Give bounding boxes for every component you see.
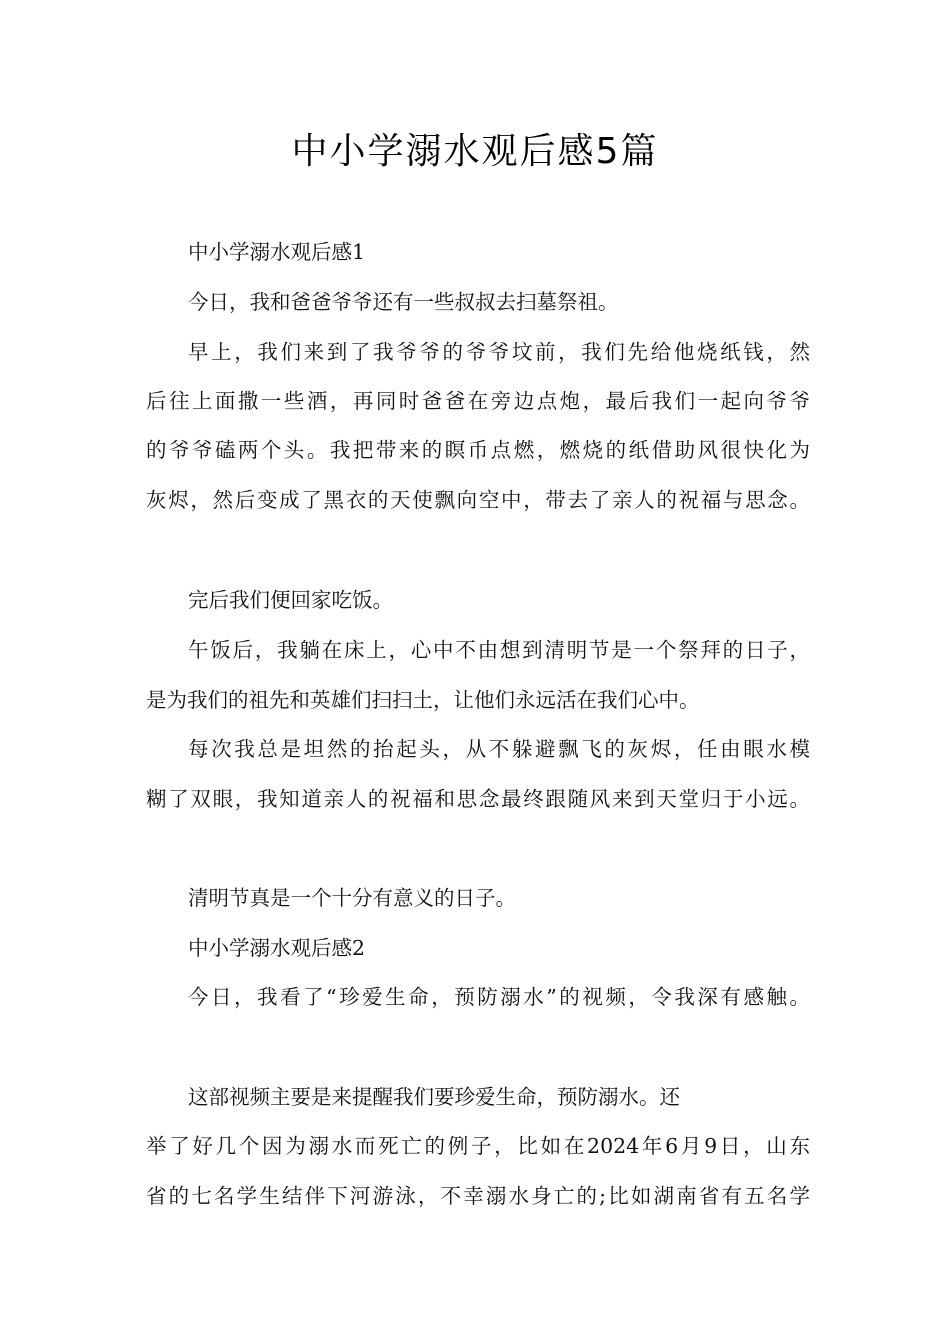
paragraph-line: 今日，我和爸爸爷爷还有一些叔叔去扫墓祭祖。 — [188, 290, 619, 314]
section-heading-2: 中小学溺水观后感2 — [188, 936, 366, 960]
paragraph-line: 清明节真是一个十分有意义的日子。 — [188, 886, 516, 910]
paragraph-line: 这部视频主要是来提醒我们要珍爱生命，预防溺水。还 — [188, 1085, 680, 1109]
paragraph-line: 举了好几个因为溺水而死亡的例子，比如在2024年6月9日，山东 — [146, 1134, 810, 1158]
paragraph-line: 今日，我看了“珍爱生命，预防溺水”的视频，令我深有感触。 — [188, 985, 810, 1009]
paragraph-line: 灰烬，然后变成了黑衣的天使飘向空中，带去了亲人的祝福与思念。 — [146, 488, 810, 512]
paragraph-line: 早上，我们来到了我爷爷的爷爷坟前，我们先给他烧纸钱，然 — [188, 340, 810, 364]
document-title: 中小学溺水观后感5篇 — [291, 131, 659, 172]
paragraph-line: 的爷爷磕两个头。我把带来的瞑币点燃，燃烧的纸借助风很快化为 — [146, 438, 810, 462]
paragraph-line: 完后我们便回家吃饭。 — [188, 588, 393, 612]
section-heading-1: 中小学溺水观后感1 — [188, 240, 366, 264]
paragraph-line: 是为我们的祖先和英雄们扫扫土，让他们永远活在我们心中。 — [146, 688, 700, 712]
paragraph-line: 糊了双眼，我知道亲人的祝福和思念最终跟随风来到天堂归于小远。 — [146, 787, 810, 811]
paragraph-line: 每次我总是坦然的抬起头，从不躲避飘飞的灰烬，任由眼水模 — [188, 737, 810, 761]
paragraph-line: 省的七名学生结伴下河游泳，不幸溺水身亡的;比如湖南省有五名学 — [146, 1184, 810, 1208]
paragraph-line: 午饭后，我躺在床上，心中不由想到清明节是一个祭拜的日子， — [188, 638, 810, 662]
paragraph-line: 后往上面撒一些酒，再同时爸爸在旁边点炮，最后我们一起向爷爷 — [146, 389, 810, 413]
